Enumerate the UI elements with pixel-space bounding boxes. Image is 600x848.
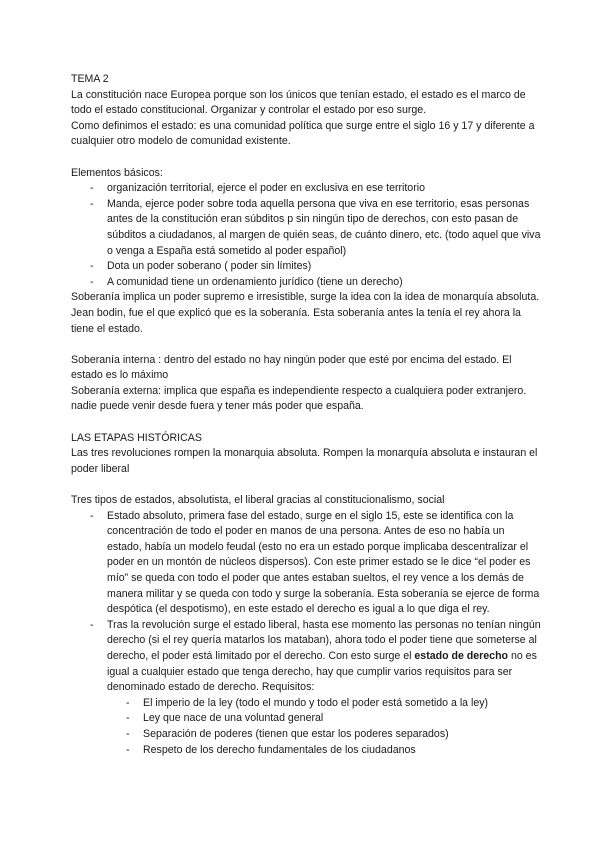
soberania-interna: Soberanía interna : dentro del estado no hay ningún poder que esté por encima del estado. El estado es lo máximo — [71, 353, 512, 382]
list-item: - A comunidad tiene un ordenamiento jurídico (tiene un derecho) — [71, 275, 541, 291]
soberania-externa: Soberanía externa: implica que españa es independiente respecto a cualquiera poder extranjero. nadie puede venir desde fuera y tener más poder que españa. — [71, 384, 527, 413]
spacer — [71, 150, 541, 166]
tipos-heading: Tres tipos de estados, absolutista, el liberal gracias al constitucionalismo, social — [71, 494, 445, 507]
etapas-heading: LAS ETAPAS HISTÓRICAS — [71, 431, 202, 444]
elementos-heading: Elementos básicos: — [71, 166, 163, 179]
list-item-estado-absoluto: - Estado absoluto, primera fase del estado, surge en el siglo 15, este se identifica con la concentración de todo el poder en manos de una persona. Antes de eso no había un estado, había un modelo feudal (esto no era un estado porque implicaba descentralizar el poder en un montón de núcleos dispersos). Con este primer estado se le dice “el poder es mío” se queda con todo el poder que antes estaban sueltos, el rey vence a los demás de manera militar y se queda con todo y surge la soberanía. Esta soberanía se ejerce de forma despótica (el despotismo), en este estado el derecho es igual a lo que diga el rey. — [71, 509, 541, 618]
elementos-list — [71, 181, 541, 290]
requisitos-list — [71, 696, 541, 758]
list-item: - Separación de poderes (tienen que estar los poderes separados) — [71, 727, 541, 743]
spacer — [71, 415, 541, 431]
liberal-text-end: no es igual a cualquier estado que tenga derecho, hay que cumplir varios requisitos para ser denominado estado de derecho. Requisitos: — [107, 649, 537, 694]
tipos-list — [71, 509, 541, 696]
list-item-estado-liberal — [71, 618, 541, 696]
list-item: - Dota un poder soberano ( poder sin límites) — [71, 259, 541, 275]
document-body — [71, 72, 541, 758]
list-item: - organización territorial, ejerce el poder en exclusiva en ese territorio — [71, 181, 541, 197]
doc-title: TEMA 2 — [71, 73, 109, 85]
soberania-paragraph-2: Jean bodin, fue el que explicó que es la soberanía. Esta soberanía antes la tenía el rey ahora la tiene el estado. — [71, 306, 521, 335]
intro-paragraph-2: Como definimos el estado: es una comunidad política que surge entre el siglo 16 y 17 y diferente a cualquier otro modelo de comunidad existente. — [71, 119, 535, 148]
estado-de-derecho-term: estado de derecho — [414, 649, 509, 662]
list-item: - El imperio de la ley (todo el mundo y todo el poder está sometido a la ley) — [71, 696, 541, 712]
spacer — [71, 477, 541, 493]
liberal-text-start: Tras la revolución surge el estado liberal, hasta ese momento las personas no tenían ningún derecho (si el rey quería matarlos los mataban), ahora todo el poder tiene que someterse al derecho, el poder está limitado por el derecho. Con esto surge el — [107, 618, 541, 662]
list-item: - Manda, ejerce poder sobre toda aquella persona que viva en ese territorio, esas personas antes de la constitución eran súbditos p sin ningún tipo de derechos, con esto pasan de súbditos a ciudadanos, al margen de quién seas, de cuánto dinero, etc. (todo aquel que viva o venga a España está sometido al poder español) — [71, 197, 541, 259]
list-item: - Respeto de los derecho fundamentales de los ciudadanos — [71, 743, 541, 759]
intro-paragraph-1: La constitución nace Europea porque son los únicos que tenían estado, el estado es el marco de todo el estado constitucional. Organizar y controlar el estado por eso surge. — [71, 88, 526, 117]
spacer — [71, 337, 541, 353]
etapas-paragraph: Las tres revoluciones rompen la monarquia absoluta. Rompen la monarquía absoluta e instauran el poder liberal — [71, 447, 538, 475]
soberania-paragraph-1: Soberanía implica un poder supremo e irresistible, surge la idea con la idea de monarquía absoluta. — [71, 291, 540, 304]
list-item: - Ley que nace de una voluntad general — [71, 711, 541, 727]
